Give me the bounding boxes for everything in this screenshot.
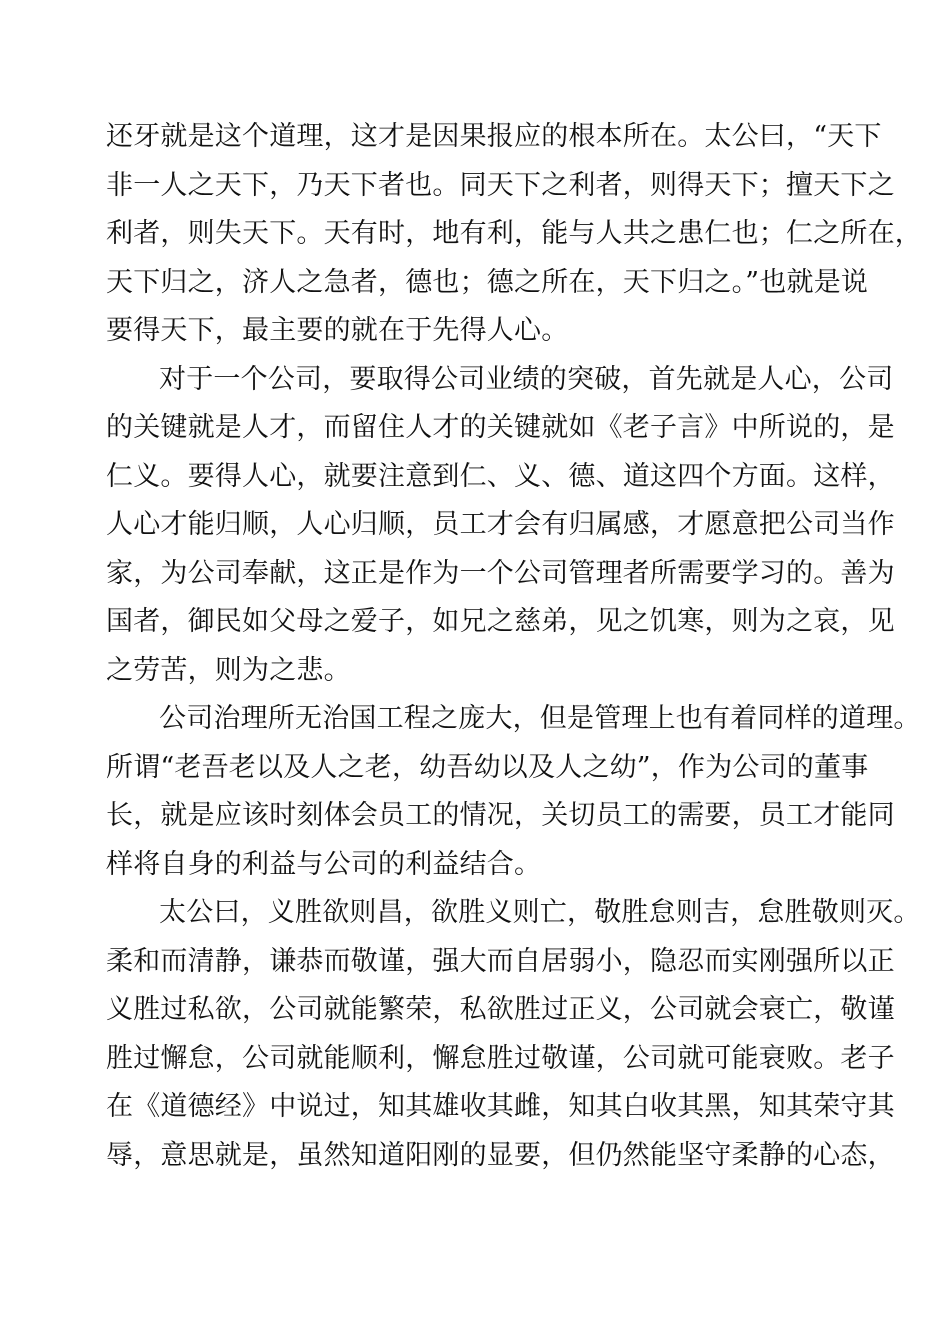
text-line: 的关键就是人才，而留住人才的关键就如《老子言》中所说的，是 (106, 412, 895, 443)
text-line: 胜过懈怠，公司就能顺利，懈怠胜过敬谨，公司就可能衰败。老子 (106, 1042, 895, 1074)
text-line: 利者，则失天下。天有时，地有利，能与人共之患仁也；仁之所在， (106, 218, 922, 249)
paragraph-first-line: 太公曰，义胜欲则昌，欲胜义则亡，敬胜怠则吉，怠胜敬则灭。 (159, 897, 921, 928)
text-line: 之劳苦，则为之悲。 (106, 654, 351, 686)
text-line: 样将自身的利益与公司的利益结合。 (106, 848, 542, 880)
text-line: 辱，意思就是，虽然知道阳刚的显要，但仍然能坚守柔静的心态， (106, 1139, 895, 1171)
text-line: 非一人之天下，乃天下者也。同天下之利者，则得天下；擅天下之 (106, 169, 895, 201)
text-line: 所谓“老吾老以及人之老，幼吾幼以及人之幼”，作为公司的董事 (106, 751, 869, 783)
text-line: 柔和而清静，谦恭而敬谨，强大而自居弱小，隐忍而实刚强所以正 (106, 945, 895, 977)
text-line: 在《道德经》中说过，知其雄收其雌，知其白收其黑，知其荣守其 (106, 1091, 895, 1122)
text-line: 义胜过私欲，公司就能繁荣，私欲胜过正义，公司就会衰亡，敬谨 (106, 994, 895, 1025)
text-line: 仁义。要得人心，就要注意到仁、义、德、道这四个方面。这样， (106, 460, 895, 492)
text-line: 还牙就是这个道理，这才是因果报应的根本所在。太公曰，“天下 (106, 121, 882, 152)
text-line: 国者，御民如父母之爱子，如兄之慈弟，见之饥寒，则为之哀，见 (106, 606, 895, 637)
text-line: 长，就是应该时刻体会员工的情况，关切员工的需要，员工才能同 (106, 800, 895, 831)
body-text (106, 113, 922, 1180)
text-line: 要得天下，最主要的就在于先得人心。 (106, 315, 569, 346)
paragraph-first-line: 对于一个公司，要取得公司业绩的突破，首先就是人心，公司 (159, 363, 894, 395)
paragraph-first-line: 公司治理所无治国工程之庞大，但是管理上也有着同样的道理。 (159, 703, 921, 734)
text-line: 天下归之，济人之急者，德也；德之所在，天下归之。”也就是说 (106, 266, 869, 298)
text-line: 家，为公司奉献，这正是作为一个公司管理者所需要学习的。善为 (106, 557, 895, 589)
text-line: 人心才能归顺，人心归顺，员工才会有归属感，才愿意把公司当作 (106, 509, 895, 540)
